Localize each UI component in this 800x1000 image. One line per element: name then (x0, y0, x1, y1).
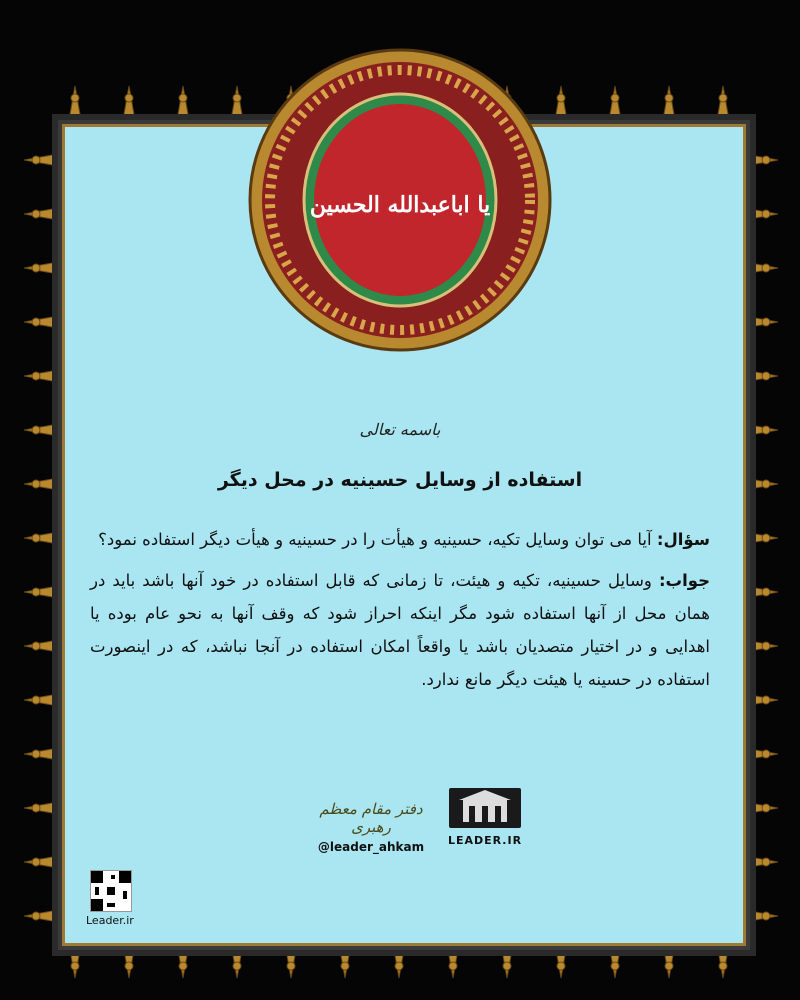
question (90, 523, 710, 556)
office-logo (316, 800, 426, 854)
site-label: LEADER.IR (447, 834, 523, 847)
social-handle: @leader_ahkam (317, 840, 425, 854)
basmala: باسمه تعالی (359, 420, 441, 439)
question-label: سؤال: (656, 530, 710, 549)
article (90, 420, 710, 704)
calligraphy-medallion (240, 40, 560, 360)
calligraphy-text: یا اباعبدالله الحسین (309, 192, 491, 218)
page-title: استفاده از وسایل حسینیه در محل دیگر (217, 469, 583, 491)
answer-label: جواب: (658, 571, 711, 590)
answer (90, 564, 710, 696)
answer-text: وسایل حسینیه، تکیه و هیئت، تا زمانی که قابل استفاده در خود آنها باشد باید در همان محل از آنها استفاده شود مگر اینکه احراز شود که وقف آنها به نحو عام بوده یا اهدایی و در اختیار متصدیان باشد یا واقعاً امکان استفاده در آنجا نباشد، که در اینصورت استفاده در حسینه یا هیئت دیگر مانع ندارد. (90, 571, 710, 689)
question-text: آیا می توان وسایل تکیه، حسینیه و هیأت را در حسینیه و هیأت دیگر استفاده نمود؟ (98, 530, 652, 549)
qr-label: Leader.ir (86, 914, 134, 927)
building-icon (449, 788, 521, 828)
qr-code-icon[interactable] (90, 870, 132, 912)
office-signature: دفتر مقام معظم رهبری (319, 800, 423, 836)
leader-logo (440, 788, 530, 856)
